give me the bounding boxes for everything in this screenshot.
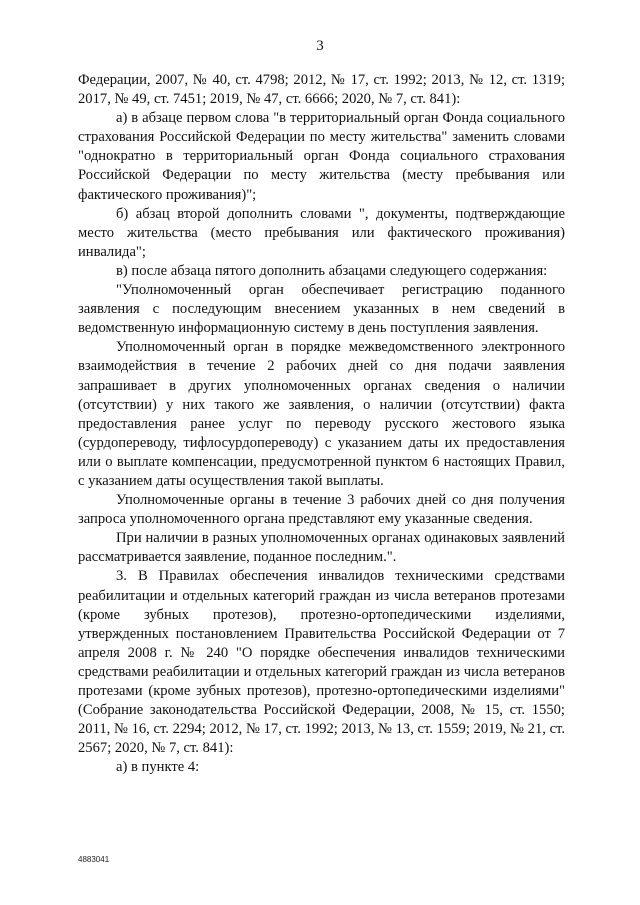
paragraph-quote-response: Уполномоченные органы в течение 3 рабочих дней со дня получения запроса уполномоченного органа представляют ему указанные сведения. (78, 492, 565, 528)
paragraph-quote-duplicates: При наличии в разных уполномоченных органах одинаковых заявлений рассматривается заявление, поданное последним.". (78, 530, 565, 566)
document-code: 4883041 (78, 855, 110, 864)
paragraph-item-v: в) после абзаца пятого дополнить абзацами следующего содержания: (116, 262, 548, 279)
paragraph-item-b: б) абзац второй дополнить словами ", документы, подтверждающие место жительства (место пребывания или фактического проживания) инвалида"; (78, 205, 565, 260)
paragraph-section-3: 3. В Правилах обеспечения инвалидов техническими средствами реабилитации и отдельных категорий граждан из числа ветеранов протезами (кроме зубных протезов), протезно-ортопедическими изделиями, утвержденных постановлением Правительства Российской Федерации от 7 апреля 2008 г. № 240 "О порядке обеспечения инвалидов техническими средствами реабилитации и отдельных категорий граждан из числа ветеранов протезами (кроме зубных протезов), протезно-ортопедическими изделиями" (Собрание законодательства Российской Федерации, 2008, № 15, ст. 1550; 2011, № 16, ст. 2294; 2012, № 17, ст. 1992; 2013, № 13, ст. 1559; 2019, № 21, ст. 2567; 2020, № 7, ст. 841): (78, 568, 565, 757)
paragraph-section-3-item-a: а) в пункте 4: (116, 759, 200, 776)
paragraph-quote-registration: "Уполномоченный орган обеспечивает регистрацию поданного заявления с последующим внесением указанных в нем сведений в ведомственную информационную систему в день поступления заявления. (78, 282, 565, 337)
document-body (78, 71, 565, 777)
paragraph-quote-interaction: Уполномоченный орган в порядке межведомственного электронного взаимодействия в течение 2 рабочих дней со дня подачи заявления запрашивает в других уполномоченных органах сведения о наличии (отсутствии) у них такого же заявления, о наличии (отсутствии) факта предоставления ранее услуг по переводу русского жестового языка (сурдопереводу, тифлосурдопереводу) с указанием даты их предоставления или о выплате компенсации, предусмотренной пунктом 6 настоящих Правил, с указанием даты осуществления такой выплаты. (78, 339, 565, 489)
paragraph-continuation: Федерации, 2007, № 40, ст. 4798; 2012, № 17, ст. 1992; 2013, № 12, ст. 1319; 2017, № 49, ст. 7451; 2019, № 47, ст. 6666; 2020, № 7, ст. 841): (78, 72, 565, 108)
paragraph-item-a: а) в абзаце первом слова "в территориальный орган Фонда социального страхования Российской Федерации по месту жительства" заменить словами "однократно в территориальный орган Фонда социального страхования Российской Федерации по месту жительства (месту пребывания или фактического проживания)"; (78, 110, 565, 203)
page-number: 3 (316, 38, 324, 54)
